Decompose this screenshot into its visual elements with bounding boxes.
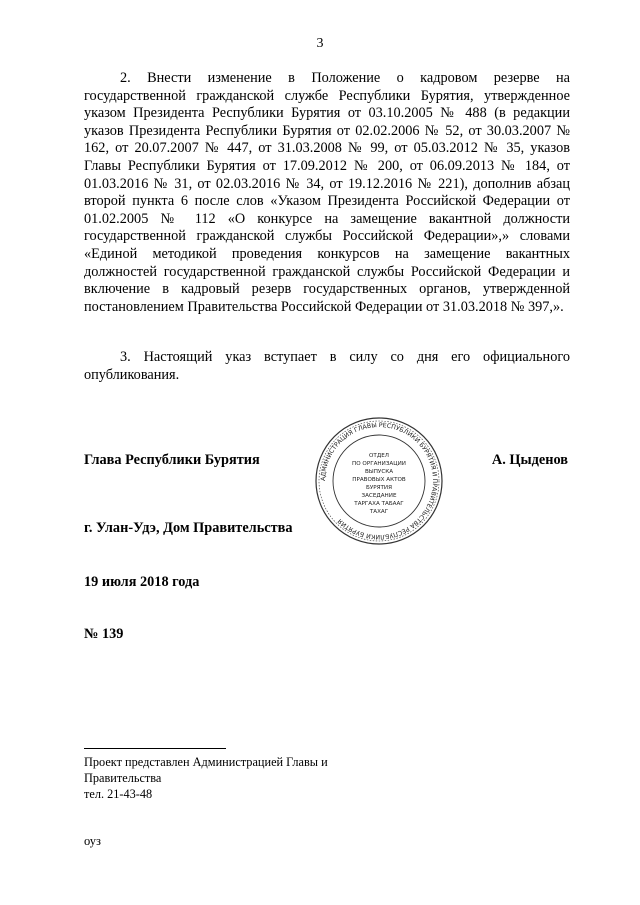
footnote-line: Проект представлен Администрацией Главы и bbox=[84, 755, 328, 769]
footnote bbox=[84, 754, 384, 802]
signer-name: А. Цыденов bbox=[491, 452, 568, 468]
paragraph-3: 3. Настоящий указ вступает в силу со дня его официального опубликования. bbox=[84, 349, 570, 383]
stamp-ring-text: АДМИНИСТРАЦИЯ ГЛАВЫ РЕСПУБЛИКИ БУРЯТИЯ И ПРАВИТЕЛЬСТВА РЕСПУБЛИКИ БУРЯТИЯ bbox=[319, 421, 439, 541]
official-stamp-seal bbox=[314, 416, 444, 546]
stamp-line: ЗАСЕДАНИЕ bbox=[361, 493, 397, 499]
page-number: 3 bbox=[316, 36, 324, 51]
footnote-divider bbox=[84, 748, 226, 749]
place-of-signing: г. Улан-Удэ, Дом Правительства bbox=[84, 520, 293, 536]
document-code: оуз bbox=[84, 834, 101, 848]
signer-title: Глава Республики Бурятия bbox=[84, 452, 260, 468]
footnote-line: Правительства bbox=[84, 771, 162, 785]
paragraph-2: 2. Внести изменение в Положение о кадровом резерве на государственной гражданской службе Республики Бурятия, утвержденное указом Президента Республики Бурятия от 03.10.2005 № 488 (в редакции указов Президента Республики Бурятия от 02.02.2006 № 52, от 30.03.2007 № 162, от 20.07.2007 № 447, от 31.03.2008 № 99, от 05.03.2012 № 35, указов Главы Республики Бурятия от 17.09.2012 № 200, от 06.09.2013 № 184, от 01.03.2016 № 31, от 02.03.2016 № 34, от 19.12.2016 № 221), дополнив абзац второй пункта 6 после слов «Указом Президента Российской Федерации от 01.02.2005 № 112 «О конкурсе на замещение вакантной должности государственной гражданской службы Российской Федерации»,» словами «Единой методикой проведения конкурсов на замещение вакантных должностей государственной гражданской службы Российской Федерации и включение в кадровый резерв государственных органов, утвержденной постановлением Правительства Российской Федерации от 31.03.2018 № 397,». bbox=[84, 70, 570, 315]
stamp-line: ТАХАГ bbox=[369, 509, 389, 515]
stamp-line: БУРЯТИЯ bbox=[366, 485, 392, 491]
footnote-line: тел. 21-43-48 bbox=[84, 787, 153, 801]
stamp-line: ПО ОРГАНИЗАЦИИ bbox=[352, 461, 406, 467]
stamp-line: ОТДЕЛ bbox=[369, 453, 389, 459]
signing-date: 19 июля 2018 года bbox=[84, 574, 200, 590]
stamp-line: ТАРГАХА ТАБААГ bbox=[354, 501, 404, 507]
stamp-line: ПРАВОВЫХ АКТОВ bbox=[352, 477, 406, 483]
decree-number: № 139 bbox=[84, 626, 124, 642]
stamp-line: ВЫПУСКА bbox=[364, 469, 394, 475]
